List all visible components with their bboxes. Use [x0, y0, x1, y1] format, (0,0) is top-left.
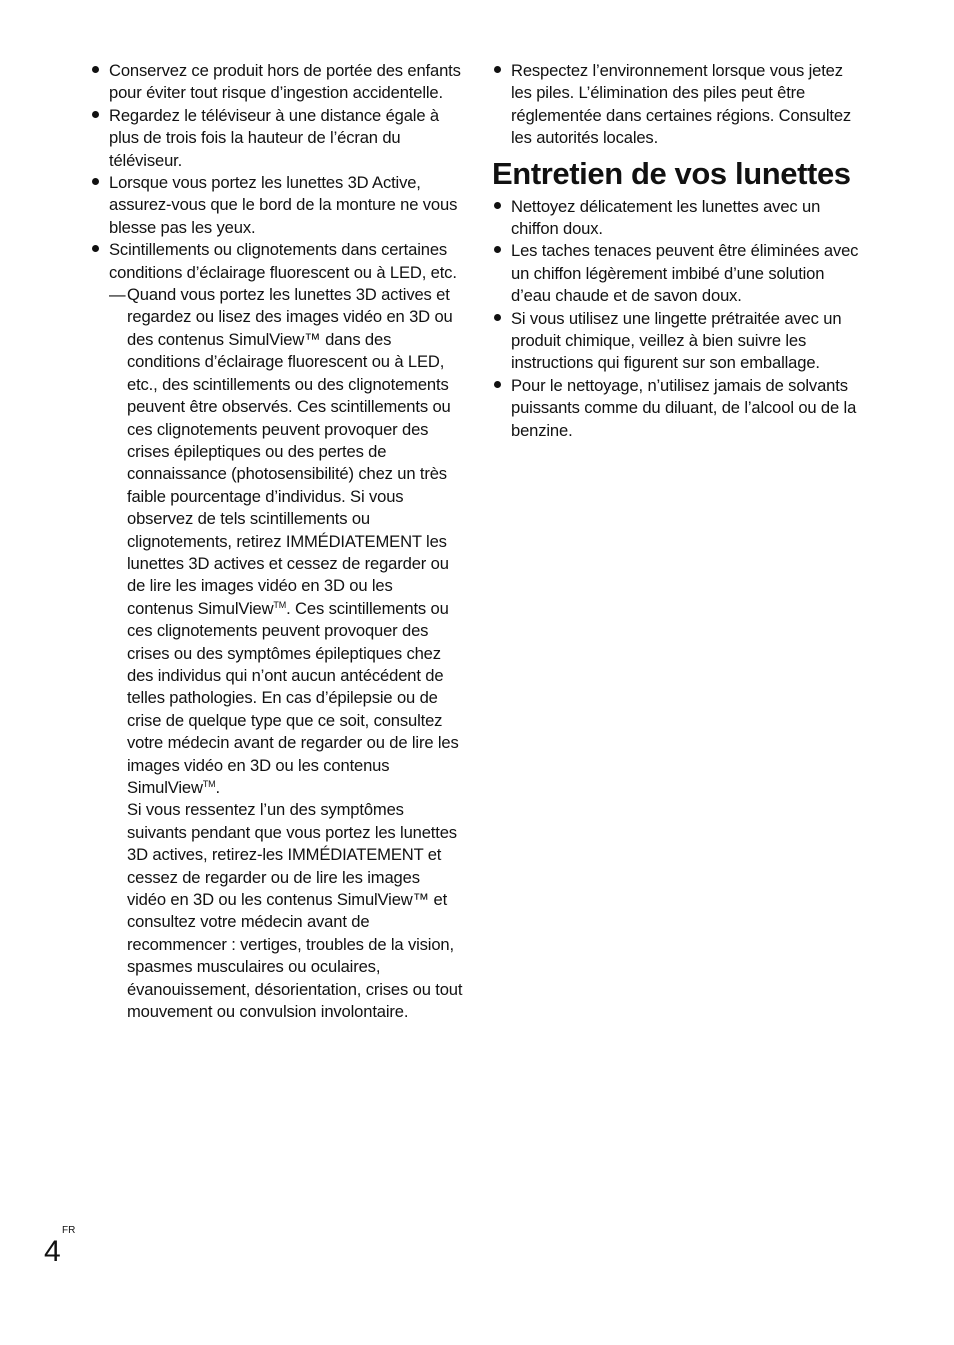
list-item: Conservez ce produit hors de portée des enfants pour éviter tout risque d’ingestion accidentelle. — [91, 60, 463, 105]
right-column — [493, 60, 861, 442]
list-item: Regardez le téléviseur à une distance égale à plus de trois fois la hauteur de l’écran du téléviseur. — [91, 105, 463, 172]
left-column — [91, 60, 463, 1023]
dash-marker: — — [109, 285, 126, 305]
list-item: Lorsque vous portez les lunettes 3D Active, assurez-vous que le bord de la monture ne vous blesse pas les yeux. — [91, 172, 463, 239]
trademark-mark: TM — [202, 779, 216, 789]
maintenance-list — [493, 196, 861, 442]
language-code: FR — [62, 1225, 76, 1236]
sub-item-paragraph: Si vous ressentez l’un des symptômes suivants pendant que vous portez les lunettes 3D actives, retirez-les IMMÉDIATEMENT et cessez de regarder ou de lire les images vidéo en 3D ou les contenus SimulView™ et consultez votre médecin avant de recommencer : vertiges, troubles de la vision, spasmes musculaires ou oculaires, évanouissement, désorientation, crises ou tout mouvement ou convulsion involontaire. — [127, 800, 463, 1022]
page-number: 4 — [44, 1235, 61, 1268]
section-heading: Entretien de vos lunettes — [492, 155, 851, 191]
list-item — [91, 239, 463, 1023]
list-item: Si vous utilisez une lingette prétraitée avec un produit chimique, veillez à bien suivre les instructions qui figurent sur son emballage. — [493, 308, 861, 375]
list-item-text: Scintillements ou clignotements dans certaines conditions d’éclairage fluorescent ou à LED, etc. — [109, 240, 457, 282]
sub-list-item — [109, 284, 463, 1023]
sub-item-text: . Ces scintillements ou ces clignotements peuvent provoquer des crises ou des symptômes épileptiques chez des individus qui n’ont aucun antécédent de telles pathologies. En cas d’épilepsie ou de crise de quelque type que ce soit, consultez votre médecin avant de regarder ou de lire les images vidéo en 3D ou les contenus SimulView — [127, 598, 459, 797]
sub-item-paragraph — [127, 284, 463, 799]
list-item: Pour le nettoyage, n’utilisez jamais de solvants puissants comme du diluant, de l’alcool ou de la benzine. — [493, 375, 861, 442]
precautions-list — [91, 60, 463, 1023]
sub-item-text: Quand vous portez les lunettes 3D actives et regardez ou lisez des images vidéo en 3D ou des contenus SimulView™ dans des conditions d’éclairage fluorescent ou à LED, etc., des scintillements ou des clignotements peuvent être observés. Ces scintillements ou ces clignotements peuvent provoquer des crises épileptiques ou des pertes de connaissance (photosensibilité) chez un très faible pourcentage d’individus. Si vous observez de tels scintillements ou clignotements, retirez IMMÉDIATEMENT les lunettes 3D actives et cessez de regarder ou de lire les images vidéo en 3D ou les contenus SimulView — [127, 285, 453, 618]
battery-list — [493, 60, 861, 150]
list-item: Les taches tenaces peuvent être éliminées avec un chiffon légèrement imbibé d’une solution d’eau chaude et de savon doux. — [493, 240, 861, 307]
trademark-mark: TM — [273, 599, 287, 610]
list-item: Nettoyez délicatement les lunettes avec un chiffon doux. — [493, 196, 861, 241]
sub-item-text: . — [215, 778, 220, 797]
list-item: Respectez l’environnement lorsque vous jetez les piles. L’élimination des piles peut être réglementée dans certaines régions. Consultez les autorités locales. — [493, 60, 861, 150]
